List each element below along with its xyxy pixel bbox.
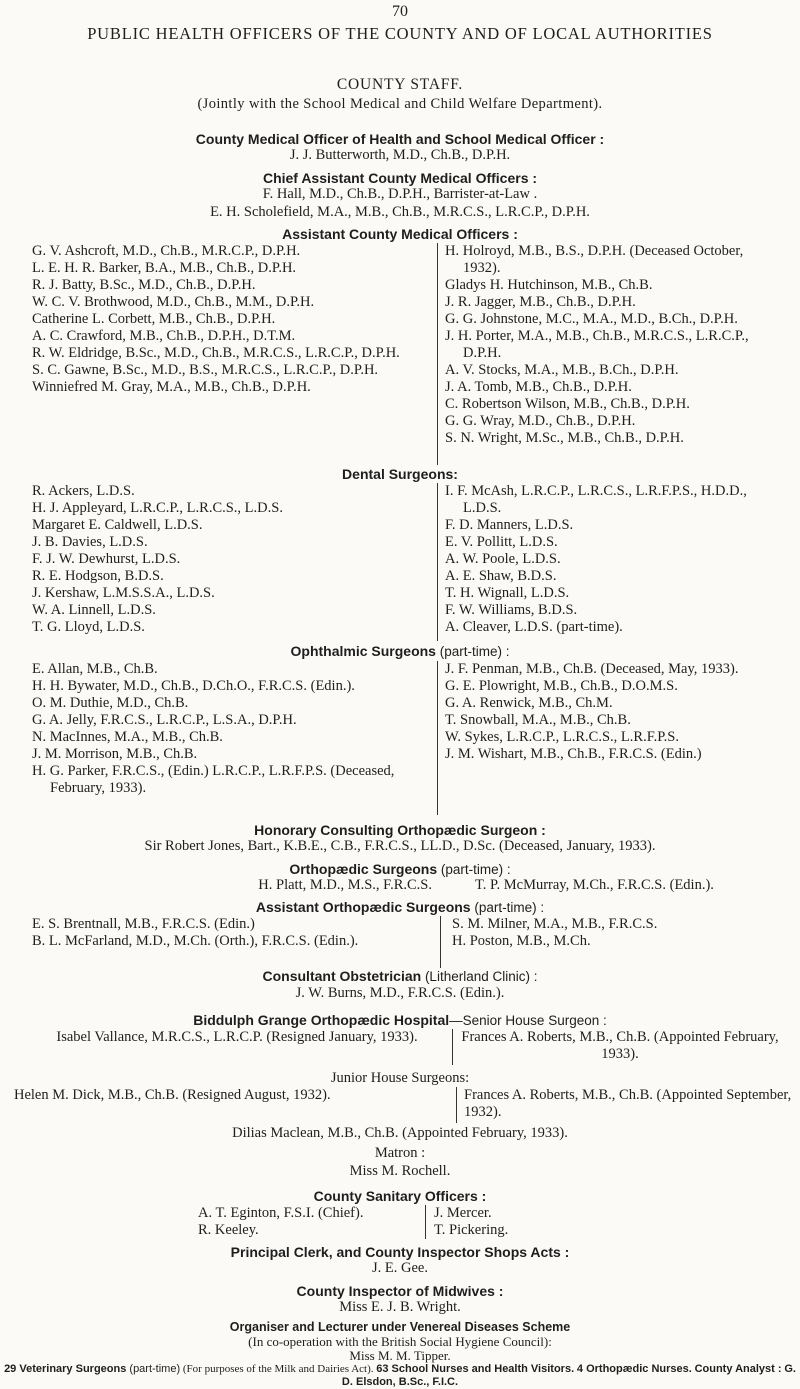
vets-heading: 29 Veterinary Surgeons [4, 1363, 127, 1375]
column-divider [440, 916, 441, 968]
midwives-name: Miss E. J. B. Wright. [339, 1299, 461, 1315]
list-item: W. Sykes, L.R.C.P., L.R.C.S., L.R.F.P.S. [445, 729, 679, 745]
page-number: 70 [392, 3, 408, 20]
list-item: N. MacInnes, M.A., M.B., Ch.B. [32, 729, 223, 745]
nurses-left: 63 School Nurses and Health Visitors. [376, 1363, 575, 1375]
junior-heading: Junior House Surgeons: [330, 1070, 470, 1086]
list-item: E. S. Brentnall, M.B., F.R.C.S. (Edin.) [32, 916, 255, 932]
honorary-ortho-heading: Honorary Consulting Orthopædic Surgeon : [254, 822, 546, 838]
biddulph-heading-line [0, 1012, 800, 1030]
sanitary-right [434, 1205, 634, 1239]
list-item: C. Robertson Wilson, M.B., Ch.B., D.P.H. [445, 396, 690, 412]
ophthalmic-heading-line [0, 643, 800, 661]
list-item: Catherine L. Corbett, M.B., Ch.B., D.P.H. [32, 311, 276, 327]
assistant-cmo-right [445, 243, 780, 447]
list-item: J. Kershaw, L.M.S.S.A., L.D.S. [32, 585, 215, 601]
chief-assistant-2: E. H. Scholefield, M.A., M.B., Ch.B., M.R.C.S., L.R.C.P., D.P.H. [210, 204, 590, 220]
ortho-left: H. Platt, M.D., M.S., F.R.C.S. [258, 877, 432, 893]
list-item: R. E. Hodgson, B.D.S. [32, 568, 164, 584]
list-item: H. H. Bywater, M.D., Ch.B., D.Ch.O., F.R.C.S. (Edin.). [32, 678, 355, 694]
list-item: A. W. Poole, L.D.S. [445, 551, 561, 567]
biddulph-heading: Biddulph Grange Orthopædic Hospital [193, 1012, 450, 1028]
list-item: G. V. Ashcroft, M.D., Ch.B., M.R.C.P., D.P.H. [32, 243, 301, 259]
matron-heading: Matron : [374, 1145, 426, 1161]
asst-ortho-heading-suffix: (part-time) : [470, 900, 545, 915]
list-item: L. E. H. R. Barker, B.A., M.B., Ch.B., D.P.H. [32, 260, 297, 276]
chief-assistant-1: F. Hall, M.D., Ch.B., D.P.H., Barrister-at-Law . [262, 186, 538, 202]
list-item: G. A. Jelly, F.R.C.S., L.R.C.P., L.S.A., D.P.H. [32, 712, 297, 728]
list-item: R. Ackers, L.D.S. [32, 483, 135, 499]
column-divider [456, 1087, 457, 1123]
matron-name: Miss M. Rochell. [349, 1163, 451, 1179]
vets-note: (For purposes of the Milk and Dairies Act). [182, 1363, 374, 1375]
list-item: J. R. Jagger, M.B., Ch.B., D.P.H. [445, 294, 636, 310]
list-item: J. H. Porter, M.A., M.B., Ch.B., M.R.C.S., L.R.C.P., D.P.H. [445, 328, 749, 361]
list-item: F. W. Williams, B.D.S. [445, 602, 578, 618]
ortho-heading-suffix: (part-time) : [437, 862, 511, 877]
list-item: J. Mercer. [434, 1205, 492, 1221]
analyst-heading: County Analyst : [694, 1363, 782, 1375]
list-item: H. Poston, M.B., M.Ch. [452, 933, 591, 949]
ophthalmic-left [32, 661, 430, 797]
list-item: Gladys H. Hutchinson, M.B., Ch.B. [445, 277, 653, 293]
list-item: A. T. Eginton, F.S.I. (Chief). [198, 1205, 364, 1221]
obstetrician-name: J. W. Burns, M.D., F.R.C.S. (Edin.). [295, 985, 505, 1001]
running-head: PUBLIC HEALTH OFFICERS OF THE COUNTY AND OF LOCAL AUTHORITIES [87, 24, 713, 43]
list-item: B. L. McFarland, M.D., M.Ch. (Orth.), F.R.C.S. (Edin.). [32, 933, 359, 949]
list-item: T. G. Lloyd, L.D.S. [32, 619, 145, 635]
venereal-heading: Organiser and Lecturer under Venereal Diseases Scheme [229, 1320, 571, 1334]
list-item: H. Holroyd, M.B., B.S., D.P.H. (Deceased October, 1932). [445, 243, 744, 276]
column-divider [437, 243, 438, 465]
county-moh-name: J. J. Butterworth, M.D., Ch.B., D.P.H. [289, 147, 511, 163]
ortho-right: T. P. McMurray, M.Ch., F.R.C.S. (Edin.). [475, 877, 714, 893]
dental-left [32, 483, 430, 636]
list-item: W. A. Linnell, L.D.S. [32, 602, 156, 618]
obstetrician-heading-suffix: (Litherland Clinic) : [421, 969, 538, 984]
vets-heading-suffix: (part-time) [126, 1363, 181, 1375]
ophthalmic-heading-suffix: (part-time) : [435, 644, 510, 659]
midwives-heading: County Inspector of Midwives : [296, 1283, 504, 1299]
list-item: T. H. Wignall, L.D.S. [445, 585, 570, 601]
staff-subtitle: (Jointly with the School Medical and Child Welfare Department). [197, 96, 603, 112]
list-item: J. F. Penman, M.B., Ch.B. (Deceased, May, 1933). [445, 661, 739, 677]
asst-ortho-heading: Assistant Orthopædic Surgeons [255, 899, 471, 915]
venereal-name: Miss M. M. Tipper. [349, 1348, 451, 1363]
asst-ortho-left [32, 916, 432, 950]
obstetrician-heading-line [0, 968, 800, 986]
chief-assistants-heading: Chief Assistant County Medical Officers : [262, 170, 538, 186]
list-item: F. J. W. Dewhurst, L.D.S. [32, 551, 181, 567]
analyst-name: G. D. Elsdon, B.Sc., F.I.C. [341, 1363, 796, 1388]
dental-heading: Dental Surgeons: [342, 466, 458, 482]
list-item: J. B. Davies, L.D.S. [32, 534, 148, 550]
list-item: A. V. Stocks, M.A., M.B., B.Ch., D.P.H. [445, 362, 679, 378]
list-item: G. E. Plowright, M.B., Ch.B., D.O.M.S. [445, 678, 678, 694]
list-item: A. E. Shaw, B.D.S. [445, 568, 557, 584]
list-item: Winniefred M. Gray, M.A., M.B., Ch.B., D.P.H. [32, 379, 311, 395]
list-item: H. G. Parker, F.R.C.S., (Edin.) L.R.C.P., L.R.F.P.S. (Deceased, February, 1933). [32, 763, 395, 796]
list-item: T. Snowball, M.A., M.B., Ch.B. [445, 712, 631, 728]
biddulph-left: Isabel Vallance, M.R.C.S., L.R.C.P. (Resigned January, 1933). [56, 1029, 418, 1045]
asst-ortho-heading-line [0, 899, 800, 917]
column-divider [425, 1205, 426, 1239]
list-item: S. M. Milner, M.A., M.B., F.R.C.S. [452, 916, 658, 932]
column-divider [437, 483, 438, 641]
obstetrician-heading: Consultant Obstetrician [262, 968, 422, 984]
list-item: I. F. McAsh, L.R.C.P., L.R.C.S., L.R.F.P.S., H.D.D., L.D.S. [445, 483, 747, 516]
biddulph-heading-suffix: —Senior House Surgeon : [449, 1013, 607, 1028]
sanitary-left [58, 1205, 418, 1239]
principal-clerk-heading: Principal Clerk, and County Inspector Shops Acts : [230, 1244, 570, 1260]
list-item: J. A. Tomb, M.B., Ch.B., D.P.H. [445, 379, 632, 395]
list-item: R. Keeley. [198, 1222, 259, 1238]
junior-left: Helen M. Dick, M.B., Ch.B. (Resigned August, 1932). [14, 1087, 331, 1103]
list-item: E. V. Pollitt, L.D.S. [445, 534, 558, 550]
biddulph-right: Frances A. Roberts, M.B., Ch.B. (Appointed February, 1933). [461, 1029, 779, 1062]
list-item: J. M. Morrison, M.B., Ch.B. [32, 746, 198, 762]
list-item: A. Cleaver, L.D.S. (part-time). [445, 619, 623, 635]
ortho-heading: Orthopædic Surgeons [289, 861, 438, 877]
list-item: W. C. V. Brothwood, M.D., Ch.B., M.M., D.P.H. [32, 294, 315, 310]
list-item: S. C. Gawne, B.Sc., M.D., B.S., M.R.C.S., L.R.C.P., D.P.H. [32, 362, 379, 378]
list-item: J. M. Wishart, M.B., Ch.B., F.R.C.S. (Edin.) [445, 746, 702, 762]
junior-third: Dilias Maclean, M.B., Ch.B. (Appointed February, 1933). [232, 1125, 568, 1141]
sanitary-heading: County Sanitary Officers : [313, 1188, 487, 1204]
junior-right: Frances A. Roberts, M.B., Ch.B. (Appointed September, 1932). [464, 1087, 792, 1120]
staff-title: COUNTY STAFF. [336, 76, 464, 93]
venereal-note: (In co-operation with the British Social Hygiene Council): [248, 1334, 552, 1349]
list-item: A. C. Crawford, M.B., Ch.B., D.P.H., D.T.M. [32, 328, 296, 344]
assistant-cmo-left [32, 243, 430, 396]
nurses-right: 4 Orthopædic Nurses. [576, 1363, 692, 1375]
ophthalmic-heading: Ophthalmic Surgeons [290, 643, 436, 659]
dental-right [445, 483, 780, 636]
footer-line [0, 1363, 800, 1389]
list-item: E. Allan, M.B., Ch.B. [32, 661, 158, 677]
list-item: G. G. Johnstone, M.C., M.A., M.D., B.Ch., D.P.H. [445, 311, 738, 327]
honorary-ortho-name: Sir Robert Jones, Bart., K.B.E., C.B., F.R.C.S., LL.D., D.Sc. (Deceased, January, 1933). [144, 838, 656, 854]
assistant-cmo-heading: Assistant County Medical Officers : [282, 226, 518, 242]
list-item: G. A. Renwick, M.B., Ch.M. [445, 695, 613, 711]
list-item: F. D. Manners, L.D.S. [445, 517, 574, 533]
asst-ortho-right [452, 916, 782, 950]
list-item: S. N. Wright, M.Sc., M.B., Ch.B., D.P.H. [445, 430, 684, 446]
list-item: R. W. Eldridge, B.Sc., M.D., Ch.B., M.R.C.S., L.R.C.P., D.P.H. [32, 345, 400, 361]
ophthalmic-right [445, 661, 780, 763]
list-item: G. G. Wray, M.D., Ch.B., D.P.H. [445, 413, 636, 429]
list-item: R. J. Batty, B.Sc., M.D., Ch.B., D.P.H. [32, 277, 256, 293]
principal-clerk-name: J. E. Gee. [372, 1260, 428, 1276]
list-item: H. J. Appleyard, L.R.C.P., L.R.C.S., L.D.S. [32, 500, 283, 516]
county-moh-heading: County Medical Officer of Health and School Medical Officer : [195, 131, 605, 147]
list-item: Margaret E. Caldwell, L.D.S. [32, 517, 203, 533]
column-divider [452, 1029, 453, 1065]
list-item: T. Pickering. [434, 1222, 509, 1238]
column-divider [437, 661, 438, 815]
list-item: O. M. Duthie, M.D., Ch.B. [32, 695, 189, 711]
